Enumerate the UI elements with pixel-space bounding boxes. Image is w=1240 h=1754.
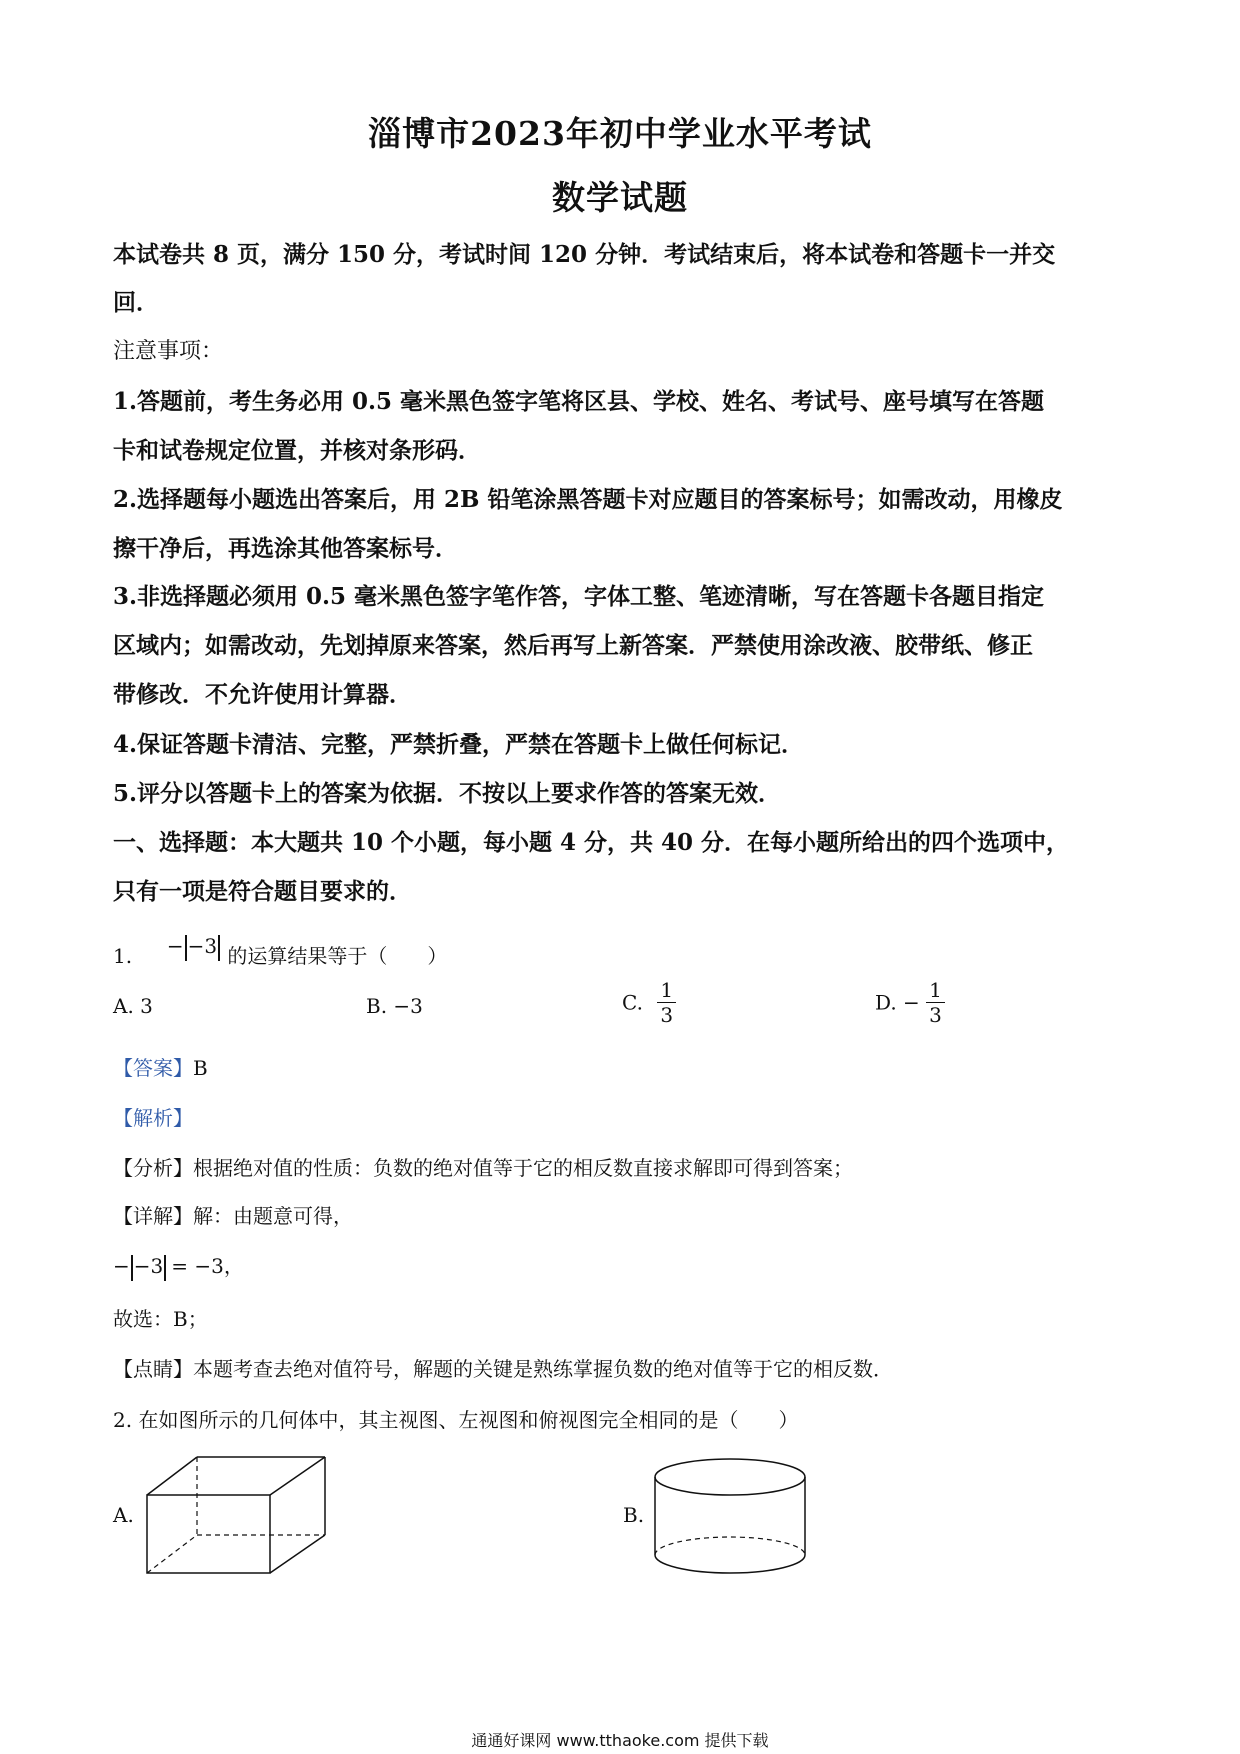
abs-bar-left <box>185 935 187 961</box>
section-heading-cont: 只有一项是符合题目要求的． <box>113 878 412 905</box>
math-expression <box>167 934 228 958</box>
fraction-numerator: 1 <box>926 978 945 1003</box>
notice-line: 1.答题前，考生务必用 0.5 毫米黑色签字笔将区县、学校、姓名、考试号、座号填写在答题 <box>113 388 1045 415</box>
q2-option-b-label: B. <box>623 1503 645 1527</box>
notice-line: 4.保证答题卡清洁、完整，严禁折叠，严禁在答题卡上做任何标记． <box>113 731 805 758</box>
fenxi-text: 根据绝对值的性质：负数的绝对值等于它的相反数直接求解即可得到答案； <box>193 1156 853 1180</box>
question-2-stem: 2. 在如图所示的几何体中，其主视图、左视图和俯视图完全相同的是（ ） <box>113 1408 799 1432</box>
exam-subtitle: 数学试题 <box>552 178 688 217</box>
abs-bar-right <box>164 1255 166 1281</box>
abs-bar-right <box>218 935 220 961</box>
fraction-denominator: 3 <box>660 1003 674 1027</box>
choose-line: 故选：B； <box>113 1307 208 1331</box>
footer-text: 通通好课网 www.tthaoke.com 提供下载 <box>471 1731 769 1750</box>
section-heading: 一、选择题：本大题共 10 个小题，每小题 4 分，共 40 分．在每小题所给出的四个选项中， <box>113 829 1070 856</box>
fenxi-line <box>113 1152 853 1181</box>
equation-rest: = −3， <box>171 1254 244 1278</box>
answer-line <box>113 1052 208 1081</box>
minus-sign: − <box>166 934 184 958</box>
fenxi-tag: 【分析】 <box>113 1156 193 1180</box>
answer-value: B <box>193 1056 208 1080</box>
fraction <box>926 978 945 1027</box>
minus-sign: − <box>113 1254 130 1278</box>
answer-tag: 【答案】 <box>113 1056 193 1080</box>
exam-title: 淄博市2023年初中学业水平考试 <box>368 114 872 153</box>
abs-bar-left <box>131 1255 133 1281</box>
option-a: A. 3 <box>113 994 153 1018</box>
cuboid-figure <box>145 1455 330 1575</box>
notice-line: 擦干净后，再选涂其他答案标号． <box>113 535 458 562</box>
notice-line: 2.选择题每小题选出答案后，用 2B 铅笔涂黑答题卡对应题目的答案标号；如需改动，用橡皮 <box>113 486 1063 513</box>
fraction-numerator: 1 <box>657 978 676 1003</box>
cylinder-figure <box>650 1455 810 1580</box>
dianjing-text: 本题考查去绝对值符号，解题的关键是熟练掌握负数的绝对值等于它的相反数． <box>193 1357 893 1381</box>
dianjing-tag: 【点睛】 <box>113 1357 193 1381</box>
notice-line: 卡和试卷规定位置，并核对条形码． <box>113 437 481 464</box>
notice-line: 带修改．不允许使用计算器． <box>113 681 412 708</box>
xiangjie-tag: 【详解】 <box>113 1204 193 1228</box>
q2-option-a-label: A. <box>113 1503 134 1527</box>
notice-line: 3.非选择题必须用 0.5 毫米黑色签字笔作答，字体工整、笔迹清晰，写在答题卡各题目指定 <box>113 583 1045 610</box>
option-d <box>875 978 945 1027</box>
abs-inner: −3 <box>133 1254 164 1278</box>
dianjing-line <box>113 1353 893 1382</box>
solution-equation <box>113 1250 244 1281</box>
notice-line: 区域内；如需改动，先划掉原来答案，然后再写上新答案．严禁使用涂改液、胶带纸、修正 <box>113 632 1033 659</box>
xiangjie-text: 解：由题意可得， <box>193 1204 353 1228</box>
intro-line-2: 回． <box>113 289 159 316</box>
option-c-label: C. <box>622 990 643 1015</box>
question-number: 1. <box>113 944 133 968</box>
fraction <box>657 978 676 1027</box>
intro-line-1: 本试卷共 8 页，满分 150 分，考试时间 120 分钟．考试结束后，将本试卷和答题卡一并交 <box>113 241 1056 268</box>
xiangjie-line <box>113 1200 353 1229</box>
option-d-label: D. − <box>875 990 920 1015</box>
option-b: B. −3 <box>366 994 423 1018</box>
option-c <box>622 978 676 1027</box>
abs-inner: −3 <box>187 934 218 958</box>
notice-heading: 注意事项： <box>113 339 224 364</box>
question-text: 的运算结果等于（ ） <box>227 944 448 968</box>
fraction-denominator: 3 <box>929 1003 942 1027</box>
analysis-tag: 【解析】 <box>113 1106 193 1130</box>
question-1-stem <box>113 934 448 971</box>
notice-line: 5.评分以答题卡上的答案为依据．不按以上要求作答的答案无效． <box>113 780 782 807</box>
